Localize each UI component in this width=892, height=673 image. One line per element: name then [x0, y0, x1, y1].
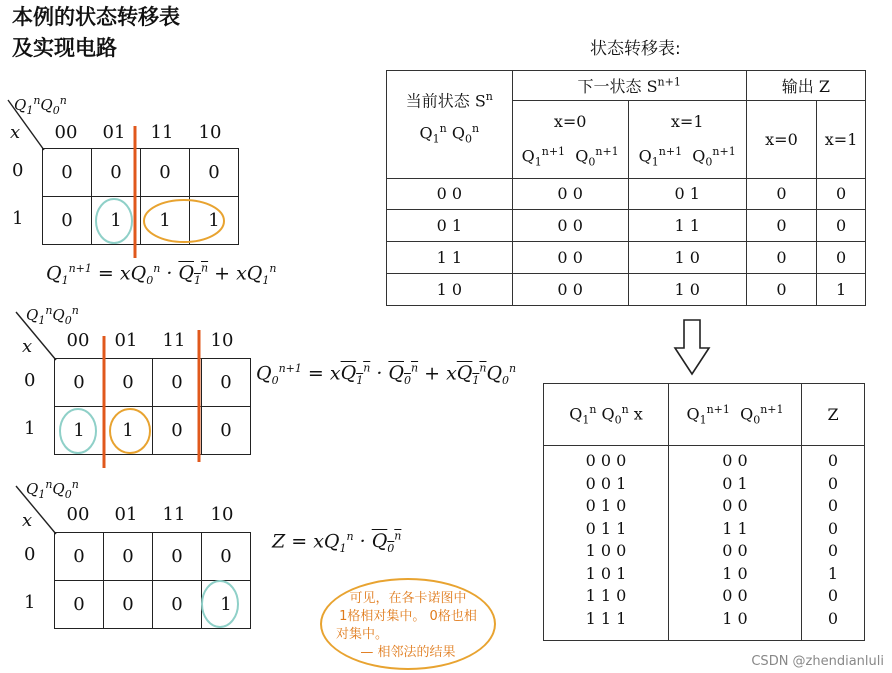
- tt-z-header: Z: [802, 384, 865, 446]
- table-cell: 0 0: [512, 242, 628, 274]
- tt-input-header: $Q_1^n$ $Q_0^n$ x: [544, 384, 669, 446]
- tt-cell: 1 1 1: [585, 608, 627, 628]
- kmap-cell: 1: [92, 197, 141, 245]
- tt-cell: 0 0: [722, 451, 748, 470]
- kmap-overlay: [14, 306, 254, 476]
- kmap-z: [14, 480, 254, 640]
- kmap-col-header: 10: [210, 504, 234, 525]
- table-cell: 0: [746, 242, 816, 274]
- kmap-col-header: 01: [102, 122, 126, 143]
- kmap-cell: 0: [43, 197, 92, 245]
- note-line: 1格相对集中。 0格也相: [339, 609, 477, 624]
- kmap-row-variable: x: [22, 336, 33, 357]
- next-x0-label: x=0: [553, 112, 587, 131]
- tt-cell: 0 0: [722, 541, 748, 560]
- title-line-2: 及实现电路: [12, 36, 117, 60]
- tt-cell: 0 0 1: [585, 473, 627, 493]
- kmap-cell: 0: [202, 533, 251, 581]
- tt-cell: 0: [827, 496, 839, 515]
- kmap-cell: 0: [202, 407, 251, 455]
- kmap-cell: 0: [104, 581, 153, 629]
- state-table-title: 状态转移表:: [590, 39, 681, 59]
- note-line: 对集中。: [336, 627, 389, 642]
- state-transition-table: [386, 70, 866, 306]
- tt-cell: 0 1 0: [585, 496, 627, 515]
- kmap-cell: 0: [55, 533, 104, 581]
- formula-z: $Z = xQ_1^n \cdot Q_0^n$: [272, 530, 402, 556]
- tt-cell: 0 1: [722, 473, 748, 493]
- tt-cell: 1 0 0: [585, 541, 627, 560]
- kmap-col-header: 10: [198, 122, 222, 143]
- kmap-cell: 0: [190, 149, 239, 197]
- kmap-col-header: 11: [162, 504, 186, 525]
- table-cell: 0: [746, 274, 816, 306]
- next-state-label: 下一状态 S: [577, 77, 658, 96]
- next-x1-header: x=1 $Q_1^{n+1}$ $Q_0^{n+1}$: [628, 101, 746, 179]
- kmap-cell: 0: [55, 359, 104, 407]
- note-line: — 相邻法的结果: [360, 645, 456, 660]
- kmap-col-header: 00: [66, 504, 90, 525]
- kmap-cell: 0: [153, 359, 202, 407]
- table-row: [387, 178, 866, 210]
- tt-cell: 0: [827, 586, 839, 605]
- tt-col-next: [669, 446, 802, 641]
- table-cell: 0 0: [512, 274, 628, 306]
- down-arrow-icon: [672, 318, 712, 378]
- kmap-col-header: 10: [210, 330, 234, 351]
- kmap-row-header: 1: [12, 208, 24, 229]
- next-x0-header: x=0 $Q_1^{n+1}$ $Q_0^{n+1}$: [512, 101, 628, 179]
- page-title: [12, 2, 180, 64]
- kmap-col-variable: $Q_1^nQ_0^n$: [14, 94, 67, 117]
- kmap-cell: 1: [202, 581, 251, 629]
- table-cell: 0 1: [628, 178, 746, 210]
- output-x0-header: x=0: [746, 101, 816, 179]
- kmap-col-header: 00: [54, 122, 78, 143]
- kmap-row-variable: x: [10, 122, 21, 143]
- kmap-col-variable: $Q_1^nQ_0^n$: [26, 304, 79, 327]
- kmap-row-header: 1: [24, 592, 36, 613]
- table-cell: 1 0: [387, 274, 513, 306]
- title-line-1: 本例的状态转移表: [12, 5, 180, 29]
- kmap-cell: 1: [190, 197, 239, 245]
- truth-table: [543, 383, 865, 641]
- kmap-cell: 0: [43, 149, 92, 197]
- tt-cell: 1 1: [722, 518, 748, 538]
- tt-cell: 0: [827, 451, 839, 470]
- kmap-q0-next: [14, 306, 254, 476]
- tt-col-inputs: [544, 446, 669, 641]
- tt-cell: 0: [827, 473, 839, 493]
- tt-cell: 1 0: [722, 563, 748, 583]
- table-cell: 0 0: [387, 178, 513, 210]
- kmap-cell: 0: [104, 533, 153, 581]
- kmap-col-header: 11: [162, 330, 186, 351]
- kmap-overlay: [14, 480, 254, 640]
- kmap-col-variable: $Q_1^nQ_0^n$: [26, 478, 79, 501]
- tt-cell: 0: [827, 518, 839, 538]
- kmap-cell: 0: [202, 359, 251, 407]
- next-x1-label: x=1: [670, 112, 704, 131]
- kmap-col-header: 01: [114, 504, 138, 525]
- tt-cell: 0 0: [722, 496, 748, 515]
- table-cell: 1: [817, 274, 866, 306]
- output-header: 输出 Z: [746, 71, 865, 101]
- tt-cell: 0 1 1: [585, 518, 627, 538]
- tt-cell: 1 0: [722, 608, 748, 628]
- kmap-cell: 0: [153, 407, 202, 455]
- table-cell: 0 0: [512, 210, 628, 242]
- kmap-cell: 0: [92, 149, 141, 197]
- kmap-col-header: 11: [150, 122, 174, 143]
- table-cell: 0: [817, 178, 866, 210]
- table-cell: 0: [817, 210, 866, 242]
- kmap-cell: 1: [104, 407, 153, 455]
- tt-next-header: $Q_1^{n+1}$ $Q_0^{n+1}$: [669, 384, 802, 446]
- formula-q0-next: $Q_0^{n+1} = xQ_1^n \cdot Q_0^n + xQ_1^nQ_0^n$: [256, 362, 517, 388]
- kmap-row-variable: x: [22, 510, 33, 531]
- next-state-header: 下一状态 $S^{n+1}$: [512, 71, 746, 101]
- note-line: 可见，在各卡诺图中: [349, 591, 467, 606]
- tt-cell: 1 1 0: [585, 586, 627, 605]
- tt-x-label: x: [628, 404, 643, 424]
- table-cell: 0: [746, 178, 816, 210]
- tt-col-z: [802, 446, 865, 641]
- kmap-row-header: 0: [24, 544, 36, 565]
- kmap-cell: 1: [141, 197, 190, 245]
- table-cell: 0 1: [387, 210, 513, 242]
- table-cell: 1 1: [628, 210, 746, 242]
- table-cell: 1 0: [628, 242, 746, 274]
- kmap-col-header: 01: [114, 330, 138, 351]
- tt-cell: 1 0 1: [585, 563, 627, 583]
- watermark: CSDN @zhendianluli: [751, 654, 884, 669]
- kmap-cell: 0: [141, 149, 190, 197]
- table-row: [387, 274, 866, 306]
- tt-cell: 0 0 0: [585, 451, 627, 470]
- current-state-header: 当前状态 $S^n$ $Q_1^n$ $Q_0^n$: [387, 71, 513, 179]
- kmap-row-header: 0: [24, 370, 36, 391]
- tt-cell: 0: [827, 541, 839, 560]
- table-cell: 0: [746, 210, 816, 242]
- tt-cell: 0 0: [722, 586, 748, 605]
- kmap-cell: 1: [55, 407, 104, 455]
- kmap-row-header: 1: [24, 418, 36, 439]
- table-cell: 0 0: [512, 178, 628, 210]
- note-bubble: [320, 578, 496, 670]
- kmap-cell: 0: [55, 581, 104, 629]
- table-cell: 1 0: [628, 274, 746, 306]
- output-x1-header: x=1: [817, 101, 866, 179]
- kmap-cell: 0: [153, 533, 202, 581]
- current-state-label: 当前状态 S: [405, 91, 486, 111]
- table-row: [387, 242, 866, 274]
- table-row: [387, 210, 866, 242]
- kmap-row-header: 0: [12, 160, 24, 181]
- table-cell: 0: [817, 242, 866, 274]
- formula-q1-next: $Q_1^{n+1} = xQ_0^n \cdot Q_1^n + xQ_1^n$: [46, 262, 277, 288]
- kmap-col-header: 00: [66, 330, 90, 351]
- kmap-cell: 0: [153, 581, 202, 629]
- tt-cell: 1: [827, 563, 839, 583]
- table-cell: 1 1: [387, 242, 513, 274]
- tt-cell: 0: [827, 608, 839, 628]
- kmap-cell: 0: [104, 359, 153, 407]
